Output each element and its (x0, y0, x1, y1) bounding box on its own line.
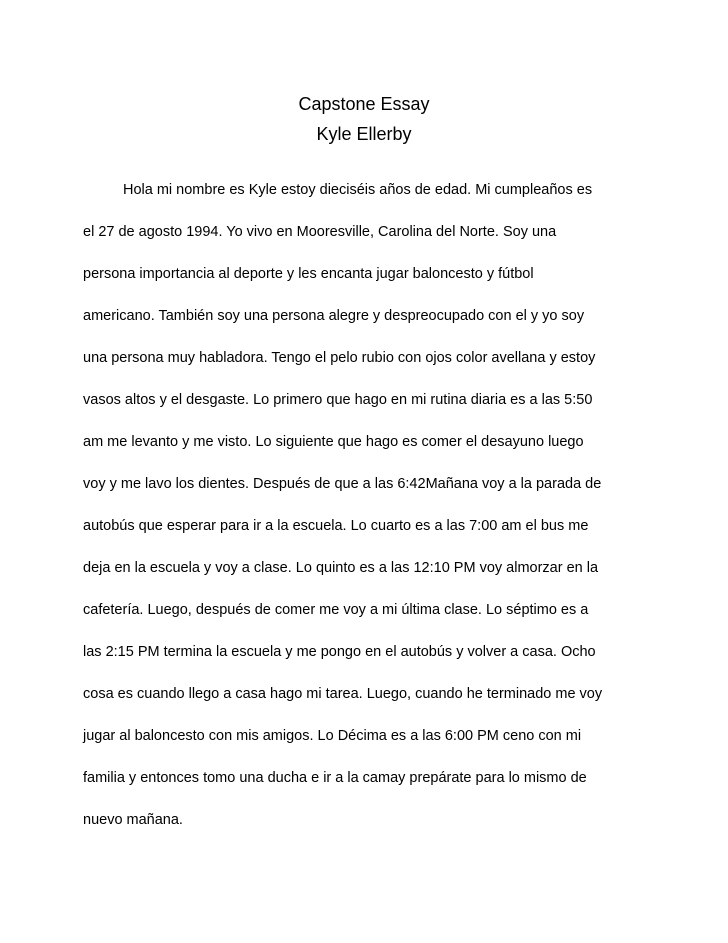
paragraph-line-12: las 2:15 PM termina la escuela y me pongo en el autobús y volver a casa. Ocho (83, 644, 596, 660)
paragraph-line-6: vasos altos y el desgaste. Lo primero que hago en mi rutina diaria es a las 5:50 (83, 392, 593, 408)
paragraph-line-8: voy y me lavo los dientes. Después de que a las 6:42Mañana voy a la parada de (83, 476, 602, 492)
paragraph-line-1: Hola mi nombre es Kyle estoy dieciséis años de edad. Mi cumpleaños es (123, 182, 593, 198)
paragraph-line-10: deja en la escuela y voy a clase. Lo quinto es a las 12:10 PM voy almorzar en la (83, 560, 599, 576)
paragraph-line-7: am me levanto y me visto. Lo siguiente que hago es comer el desayuno luego (83, 434, 584, 450)
paragraph-line-15: familia y entonces tomo una ducha e ir a la camay prepárate para lo mismo de (83, 770, 587, 786)
paragraph-line-11: cafetería. Luego, después de comer me voy a mi última clase. Lo séptimo es a (83, 602, 589, 618)
paragraph-line-13: cosa es cuando llego a casa hago mi tarea. Luego, cuando he terminado me voy (83, 686, 603, 702)
paragraph-line-14: jugar al baloncesto con mis amigos. Lo Décima es a las 6:00 PM ceno con mi (83, 728, 582, 744)
paragraph-line-9: autobús que esperar para ir a la escuela. Lo cuarto es a las 7:00 am el bus me (83, 518, 589, 534)
paragraph-line-3: persona importancia al deporte y les encanta jugar baloncesto y fútbol (83, 266, 534, 282)
paragraph-line-16: nuevo mañana. (83, 812, 183, 828)
essay-title: Capstone Essay (298, 94, 430, 114)
paragraph-line-4: americano. También soy una persona alegre y despreocupado con el y yo soy (83, 308, 585, 324)
paragraph-line-5: una persona muy habladora. Tengo el pelo rubio con ojos color avellana y estoy (83, 350, 596, 366)
essay-author: Kyle Ellerby (316, 124, 412, 144)
paragraph-line-2: el 27 de agosto 1994. Yo vivo en Mooresville, Carolina del Norte. Soy una (83, 224, 557, 240)
